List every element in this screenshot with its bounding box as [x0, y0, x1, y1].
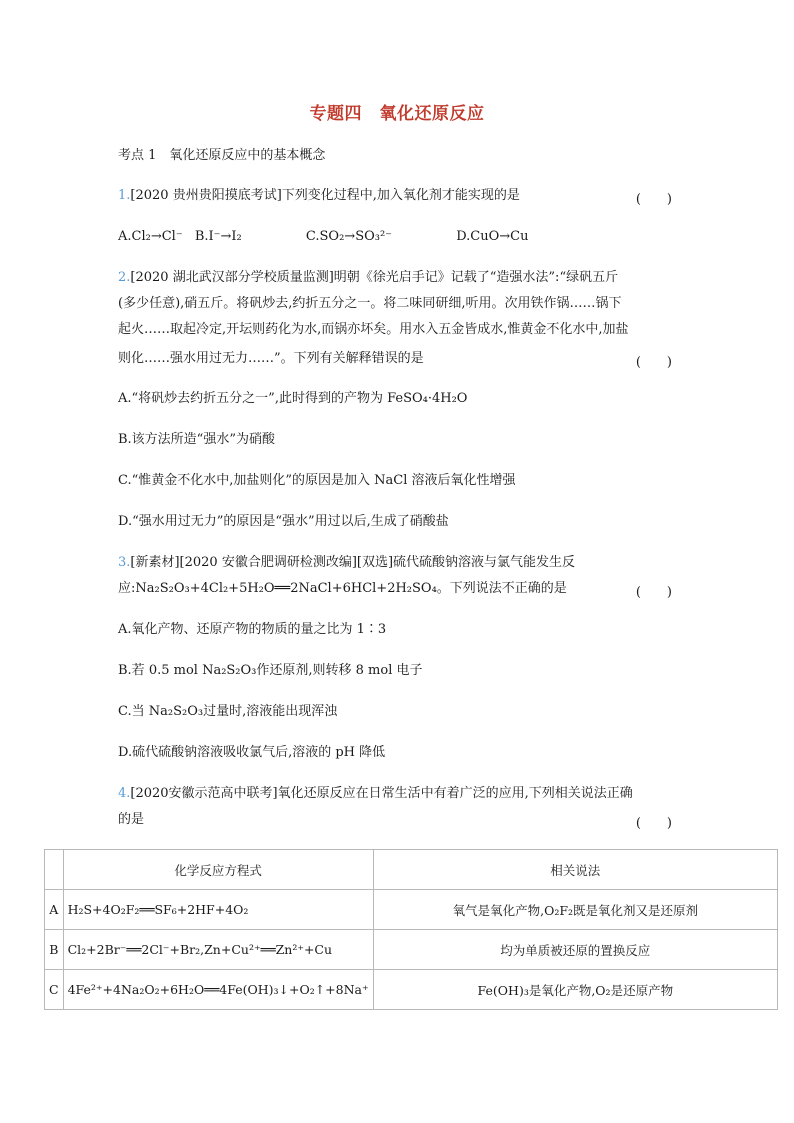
row-note: 氧气是氧化产物,O₂F₂既是氧化剂又是还原剂 [373, 890, 777, 930]
table-row [45, 970, 778, 1010]
row-equation: 4Fe²⁺+4Na₂O₂+6H₂O══4Fe(OH)₃↓+O₂↑+8Na⁺ [63, 970, 373, 1010]
question-2-line-4: 则化……强水用过无力……”。下列有关解释错误的是 [118, 351, 424, 366]
question-1-stem [118, 188, 520, 204]
question-1-options [118, 229, 528, 245]
question-text: [2020安徽示范高中联考]氧化还原反应在日常生活中有着广泛的应用,下列相关说法正确 [130, 786, 633, 801]
question-number: 1. [118, 188, 131, 203]
question-3-option-b: B.若 0.5 mol Na₂S₂O₃作还原剂,则转移 8 mol 电子 [118, 663, 423, 678]
page-title: 专题四 氧化还原反应 [309, 104, 485, 124]
question-text: [新素材][2020 安徽合肥调研检测改编][双选]硫代硫酸钠溶液与氯气能发生反 [130, 555, 576, 570]
reaction-table [44, 849, 778, 1010]
option-d: D.CuO→Cu [456, 229, 529, 244]
question-2-option-b: B.该方法所造“强水”为硝酸 [118, 432, 275, 447]
row-key: A [45, 890, 64, 930]
question-text: [2020 贵州贵阳摸底考试]下列变化过程中,加入氧化剂才能实现的是 [130, 188, 520, 203]
row-key: C [45, 970, 64, 1010]
question-3-option-a: A.氧化产物、还原产物的物质的量之比为 1∶3 [118, 622, 387, 637]
row-note: Fe(OH)₃是氧化产物,O₂是还原产物 [373, 970, 777, 1010]
question-2-line-2: (多少任意),硝五斤。将矾炒去,约折五分之一。将二味同研细,听用。次用铁作锅……锅下 [118, 296, 622, 311]
answer-parens: ( ) [635, 192, 672, 207]
question-number: 2. [118, 270, 131, 285]
row-equation: Cl₂+2Br⁻══2Cl⁻+Br₂,Zn+Cu²⁺══Zn²⁺+Cu [63, 930, 373, 970]
table-header-equation: 化学反应方程式 [63, 850, 373, 890]
question-2-line-1 [118, 270, 618, 286]
question-number: 4. [118, 786, 131, 801]
table-header-row [45, 850, 778, 890]
question-4-line-1 [118, 786, 633, 802]
option-c: C.SO₂→SO₃²⁻ [305, 229, 393, 244]
question-3-line-1 [118, 555, 575, 571]
question-4-line-2: 的是 [118, 812, 145, 827]
answer-parens: ( ) [635, 355, 672, 370]
table-header-note: 相关说法 [373, 850, 777, 890]
question-3-option-d: D.硫代硫酸钠溶液吸收氯气后,溶液的 pH 降低 [118, 745, 386, 760]
question-2-option-a: A.“将矾炒去约折五分之一”,此时得到的产物为 FeSO₄·4H₂O [118, 391, 468, 406]
option-b: B.I⁻→I₂ [194, 229, 242, 244]
question-2-option-c: C.“惟黄金不化水中,加盐则化”的原因是加入 NaCl 溶液后氧化性增强 [118, 473, 516, 488]
table-row [45, 890, 778, 930]
option-a: A.Cl₂→Cl⁻ [118, 229, 183, 244]
answer-parens: ( ) [635, 816, 672, 831]
question-3-option-c: C.当 Na₂S₂O₃过量时,溶液能出现浑浊 [118, 704, 338, 719]
question-2-option-d: D.“强水用过无力”的原因是“强水”用过以后,生成了硝酸盐 [118, 514, 449, 529]
table-row [45, 930, 778, 970]
question-2-line-3: 起火……取起冷定,开坛则药化为水,而锅亦坏矣。用水入五金皆成水,惟黄金不化水中,加盐 [118, 322, 629, 337]
question-number: 3. [118, 555, 131, 570]
section-heading: 考点 1 氧化还原反应中的基本概念 [118, 148, 326, 163]
row-equation: H₂S+4O₂F₂══SF₆+2HF+4O₂ [63, 890, 373, 930]
row-note: 均为单质被还原的置换反应 [373, 930, 777, 970]
answer-parens: ( ) [635, 585, 672, 600]
question-3-line-2: 应:Na₂S₂O₃+4Cl₂+5H₂O══2NaCl+6HCl+2H₂SO₄。下列说法不正确的是 [118, 581, 567, 596]
row-key: B [45, 930, 64, 970]
question-text: [2020 湖北武汉部分学校质量监测]明朝《徐光启手记》记载了“造强水法”:“绿矾五斤 [130, 270, 619, 285]
table-header-key [45, 850, 64, 890]
